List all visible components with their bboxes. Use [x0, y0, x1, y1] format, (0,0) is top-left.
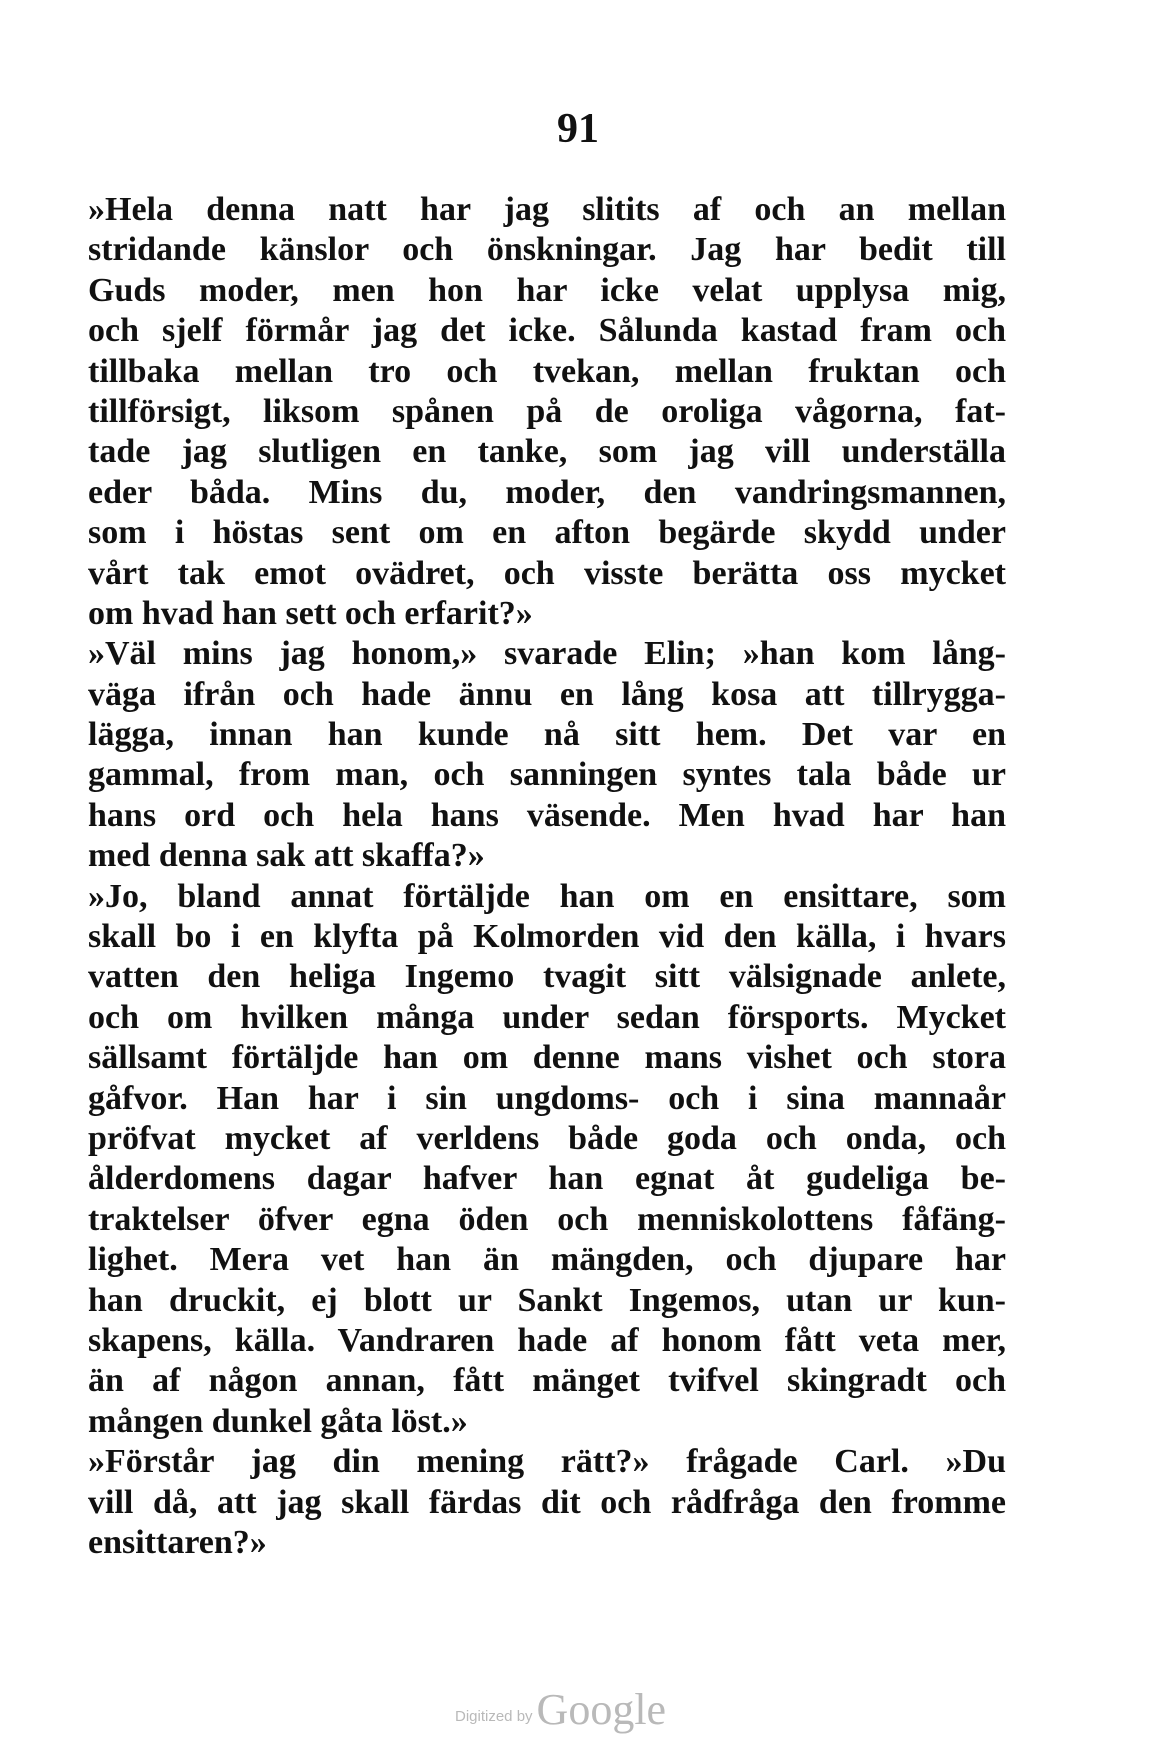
text-line: tillförsigt, liksom spånen på de oroliga vågorna, fat- [88, 392, 1006, 430]
text-line: han druckit, ej blott ur Sankt Ingemos, utan ur kun- [88, 1281, 1006, 1319]
text-line: stridande känslor och önskningar. Jag har bedit till [88, 231, 1006, 269]
text-line: pröfvat mycket af verldens både goda och onda, och [88, 1119, 1006, 1157]
text-line: vatten den heliga Ingemo tvagit sitt välsignade anlete, [88, 958, 1006, 996]
text-line: med denna sak att skaffa?» [88, 837, 485, 875]
text-line: som i höstas sent om en afton begärde skydd under [88, 514, 1006, 552]
text-line: traktelser öfver egna öden och menniskolottens fåfäng- [88, 1200, 1006, 1238]
text-line: hans ord och hela hans väsende. Men hvad har han [88, 796, 1006, 834]
text-line: tade jag slutligen en tanke, som jag vill underställa [88, 433, 1006, 471]
text-line: Guds moder, men hon har icke velat upplysa mig, [88, 271, 1006, 309]
text-line: lägga, innan han kunde nå sitt hem. Det var en [88, 716, 1006, 754]
page-number: 91 [557, 106, 599, 152]
text-line: ensittaren?» [88, 1523, 267, 1561]
text-line: vårt tak emot ovädret, och visste berätta oss mycket [88, 554, 1006, 592]
text-line: skall bo i en klyfta på Kolmorden vid den källa, i hvars [88, 918, 1006, 956]
text-line: gåfvor. Han har i sin ungdoms- och i sina mannaår [88, 1079, 1006, 1117]
text-line: sällsamt förtäljde han om denne mans vishet och stora [88, 1039, 1006, 1077]
text-line: »Förstår jag din mening rätt?» frågade Carl. »Du [88, 1443, 1006, 1481]
text-line: vill då, att jag skall färdas dit och rådfråga den fromme [88, 1483, 1006, 1521]
text-line: »Hela denna natt har jag slitits af och an mellan [88, 191, 1006, 228]
text-line: »Jo, bland annat förtäljde han om en ensittare, som [88, 877, 1006, 915]
text-line: än af någon annan, fått mänget tvifvel skingradt och [88, 1362, 1006, 1400]
digitized-by-google-watermark [455, 1672, 666, 1732]
watermark-prefix: Digitized by [455, 1708, 533, 1725]
watermark-brand: Google [536, 1685, 667, 1734]
body-text [88, 190, 1006, 1563]
text-line: väga ifrån och hade ännu en lång kosa att tillrygga- [88, 675, 1006, 713]
text-line: gammal, from man, och sanningen syntes tala både ur [88, 756, 1006, 794]
text-line: om hvad han sett och erfarit?» [88, 594, 533, 632]
text-line: skapens, källa. Vandraren hade af honom fått veta mer, [88, 1321, 1006, 1359]
text-line: eder båda. Mins du, moder, den vandringsmannen, [88, 473, 1006, 511]
text-line: mången dunkel gåta löst.» [88, 1402, 468, 1440]
text-line: »Väl mins jag honom,» svarade Elin; »han kom lång- [88, 635, 1006, 673]
text-line: lighet. Mera vet han än mängden, och djupare har [88, 1241, 1006, 1279]
text-line: och om hvilken många under sedan försports. Mycket [88, 998, 1006, 1036]
text-line: ålderdomens dagar hafver han egnat åt gudeliga be- [88, 1160, 1006, 1198]
text-line: tillbaka mellan tro och tvekan, mellan fruktan och [88, 352, 1006, 390]
text-line: och sjelf förmår jag det icke. Sålunda kastad fram och [88, 312, 1006, 350]
